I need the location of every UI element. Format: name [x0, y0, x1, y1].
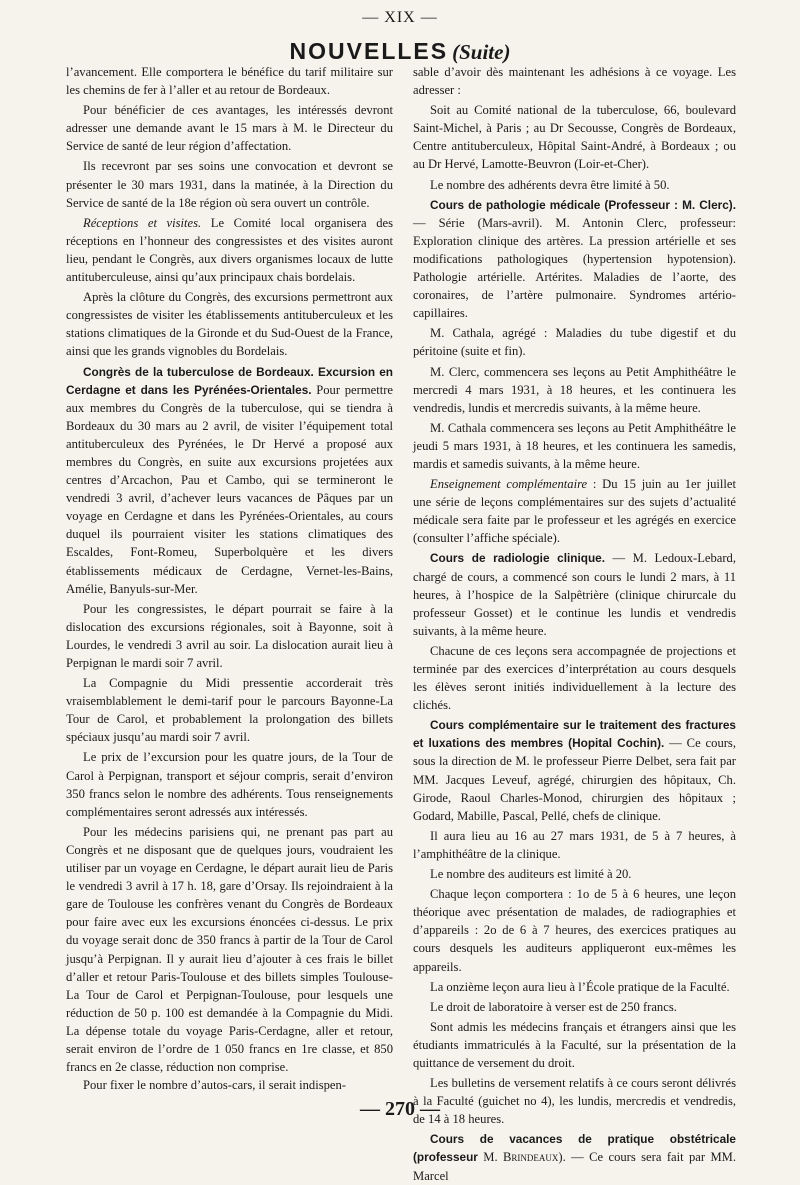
paragraph: La onzième leçon aura lieu à l’École pratique de la Faculté.	[430, 979, 730, 994]
paragraph	[413, 196, 736, 323]
paragraph: Pour les congressistes, le départ pourrait se faire à la dislocation des excursions régionales, soit à Bayonne, soit à Lourdes, le vendredi 3 avril au soir. La dislocation aurait lieu à Perpignan le mardi soir 7 avril.	[66, 601, 393, 670]
paragraph: Il aura lieu au 16 au 27 mars 1931, de 5 à 7 heures, à l’amphithéâtre de la clinique.	[413, 828, 736, 861]
paragraph-body: Le Comité local organisera des réceptions en l’honneur des congressistes et des visites auront lieu, pendant le Congrès, aux divers organismes locaux de lutte antituberculeuse, ainsi qu’aux principaux chais bordelais.	[66, 215, 394, 285]
paragraph-lead: Réceptions et visites.	[83, 215, 202, 230]
paragraph	[413, 716, 736, 825]
paragraph: Soit au Comité national de la tuberculose, 66, boulevard Saint-Michel, à Paris ; au Dr Secousse, Congrès de Bordeaux, Centre antituberculeux, Hôpital Saint-André, à Bordeaux ; ou au Dr Hervé, Lamotte-Beuvron (Loir-et-Cher).	[413, 103, 736, 172]
paragraph-body: — Série (Mars-avril). M. Antonin Clerc, professeur: Exploration clinique des artères. La pression artérielle et ses modifications pathologiques (hypertension hypotension). Pathologie artérielle. Artérites. Maladies de l’aorte, des coronaires, de l’artère pulmonaire. Syndromes artério-capillaires.	[413, 215, 736, 321]
left-column	[66, 63, 393, 1093]
title-text: NOUVELLES	[289, 38, 449, 64]
paragraph-heading: Cours de pathologie médicale (Professeur : M. Clerc).	[430, 197, 736, 212]
paragraph: M. Clerc, commencera ses leçons au Petit Amphithéâtre le mercredi 4 mars 1931, à 18 heures, et les continuera les vendredis, lundis et mercredis suivants, à la même heure.	[413, 364, 736, 415]
roman-page-number: — XIX —	[362, 9, 438, 26]
page-number: — 270 —	[360, 1098, 440, 1120]
paragraph: l’avancement. Elle comportera le bénéfice du tarif militaire sur les chemins de fer à l’aller et au retour de Bordeaux.	[66, 65, 393, 98]
paragraph	[66, 214, 393, 286]
paragraph: M. Cathala commencera ses leçons au Petit Amphithéâtre le jeudi 5 mars 1931, à 18 heures, et les continuera les samedis, mardis et samedis suivants, à la même heure.	[413, 420, 736, 471]
paragraph: La Compagnie du Midi pressentie accorderait très vraisemblablement le demi-tarif pour le parcours Bayonne-La Tour de Carol, et probablement la prolongation des billets spéciaux jusqu’au mardi soir 7 avril.	[66, 676, 393, 745]
paragraph: Après la clôture du Congrès, des excursions permettront aux congressistes de visiter les établissements antituberculeux et les stations climatiques de la Gironde et du Sud-Ouest de la France, ainsi que les grands vignobles du Bordelais.	[66, 290, 393, 359]
person-name: M. Brindeaux).	[483, 1150, 566, 1165]
paragraph: Le nombre des auditeurs est limité à 20.	[430, 867, 632, 882]
paragraph	[413, 1130, 736, 1184]
paragraph: Pour fixer le nombre d’autos-cars, il serait indispen-	[83, 1078, 346, 1093]
paragraph-body: — M. Ledoux-Lebard, chargé de cours, a commencé son cours le lundi 2 mars, à 11 heures, à l’hospice de la Salpêtrière (clinique chirurcale du professeur Gosset) et le continue les lundis et vendredis suivants, à la même heure.	[413, 551, 737, 638]
title-suite: (Suite)	[452, 40, 511, 64]
paragraph-heading: Congrès de la tuberculose de Bordeaux. Excursion en Cerdagne et dans les Pyrénées-Orientales.	[66, 364, 393, 397]
paragraph-body: — Ce cours sera fait par MM. Marcel	[413, 1150, 736, 1183]
paragraph: Ils recevront par ses soins une convocation et devront se présenter le 30 mars 1931, dans la matinée, à la Direction du Service de santé de la 18e région où sera ouvert un contrôle.	[66, 159, 393, 210]
paragraph-heading: Cours complémentaire sur le traitement des fractures et luxations des membres (Hopital Cochin).	[413, 718, 736, 751]
paragraph: Chacune de ces leçons sera accompagnée de projections et terminée par des exercices d’interprétation au cours desquels les élèves seront initiés individuellement à la lecture des clichés.	[413, 643, 736, 713]
paragraph: Les bulletins de versement relatifs à ce cours seront délivrés à la Faculté (guichet no 4), les lundis, mercredis et vendredis, de 14 à 18 heures.	[413, 1076, 736, 1127]
paragraph: Chaque leçon comportera : 1o de 5 à 6 heures, une leçon théorique avec présentation de malades, de radiographies et d’appareils : 2o de 6 à 7 heures, des exercices pratiques au cours desquels les auditeurs appliqueront eux-mêmes les appareils.	[413, 887, 736, 974]
paragraph: Pour bénéficier de ces avantages, les intéressés devront adresser une demande avant le 15 mars à M. le Directeur du Service de santé de leur région d’affectation.	[66, 103, 393, 154]
paragraph: Le droit de laboratoire à verser est de 250 francs.	[430, 999, 677, 1014]
paragraph	[413, 549, 736, 639]
paragraph-lead: Enseignement complémentaire	[430, 477, 588, 492]
paragraph: M. Cathala, agrégé : Maladies du tube digestif et du péritoine (suite et fin).	[413, 326, 736, 359]
paragraph: Le prix de l’excursion pour les quatre jours, de la Tour de Carol à Perpignan, transport et séjour compris, serait d’environ 350 francs selon le nombre des adhérents. Tous renseignements complémentaires seront adressés aux intéressés.	[66, 750, 393, 819]
paragraph-body: — Ce cours, sous la direction de M. le professeur Pierre Delbet, sera fait par MM. Jacques Leveuf, agrégé, chirurgien des hôpitaux, Ch. Girode, Raoul Charles-Monod, chirurgien des hôpitaux ; Godard, Mabille, Pascal, Pellé, chefs de clinique.	[413, 736, 736, 823]
paragraph-body: : Du 15 juin au 1er juillet une série de leçons complémentaires sur des sujets d’actualité médicale sera faite par le professeur et les agrégés en exercice (consulter l’affiche spéciale).	[413, 477, 736, 546]
paragraph	[66, 363, 393, 598]
right-column	[413, 63, 737, 1183]
paragraph-heading: Cours de radiologie clinique.	[430, 551, 606, 566]
paragraph-body: Pour permettre aux membres du Congrès de la tuberculose, qui se tiendra à Bordeaux du 30 mars au 2 avril, de visiter l’équipement total antituberculeux des Pyrénées, le Dr Hervé a proposé aux membres du Congrès, en suite aux excursions projetées aux centres d’Arcachon, Pau et Cambo, qui se termineront le vendredi 3 avril, d’achever leurs vacances de Pâques par un voyage en Cerdagne et dans les Pyrénées-Orientales, au cours duquel ils pourraient visiter les stations climatiques des Escaldes, Font-Romeu, Superbolquère et les divers établissements médicaux de Cerdagne, Vernet-les-Bains, Amélie, Banyuls-sur-Mer.	[66, 382, 393, 596]
paragraph	[413, 475, 736, 547]
paragraph: sable d’avoir dès maintenant les adhésions à ce voyage. Les adresser :	[413, 65, 736, 98]
paragraph: Le nombre des adhérents devra être limité à 50.	[430, 177, 670, 192]
paragraph: Sont admis les médecins français et étrangers ainsi que les étudiants immatriculés à la Faculté, sur la présentation de la quittance de versement du droit.	[413, 1019, 736, 1070]
paragraph-heading: Cours de vacances de pratique obstétricale (professeur	[413, 1132, 736, 1165]
paragraph: Pour les médecins parisiens qui, ne prenant pas part au Congrès et ne disposant que de quelques jours, voudraient les utiliser par un voyage en Cerdagne, le départ aurait lieu de Paris le vendredi 3 avril à 17 h. 18, gare d’Orsay. Ils rejoindraient à la gare de Toulouse les confrères venant du Congrès de Bordeaux pour faire avec eux les excursions énoncées ci-dessus. Le prix du voyage serait donc de 350 francs à partir de la Tour de Carol jusqu’à Perpignan. Il y aurait lieu d’ajouter à ces frais le billet d’aller et retour Paris-Toulouse et des billets simples Toulouse-La Tour de Carol et Perpignan-Toulouse, pour lesquels une réduction de 50 p. 100 est demandée à la Compagnie du Midi. La dépense totale du voyage Paris-Cerdagne, aller et retour, serait environ de l’ordre de 1 050 francs en 1re classe, et 850 francs en 2e classe, réduction non comprise.	[66, 824, 393, 1075]
